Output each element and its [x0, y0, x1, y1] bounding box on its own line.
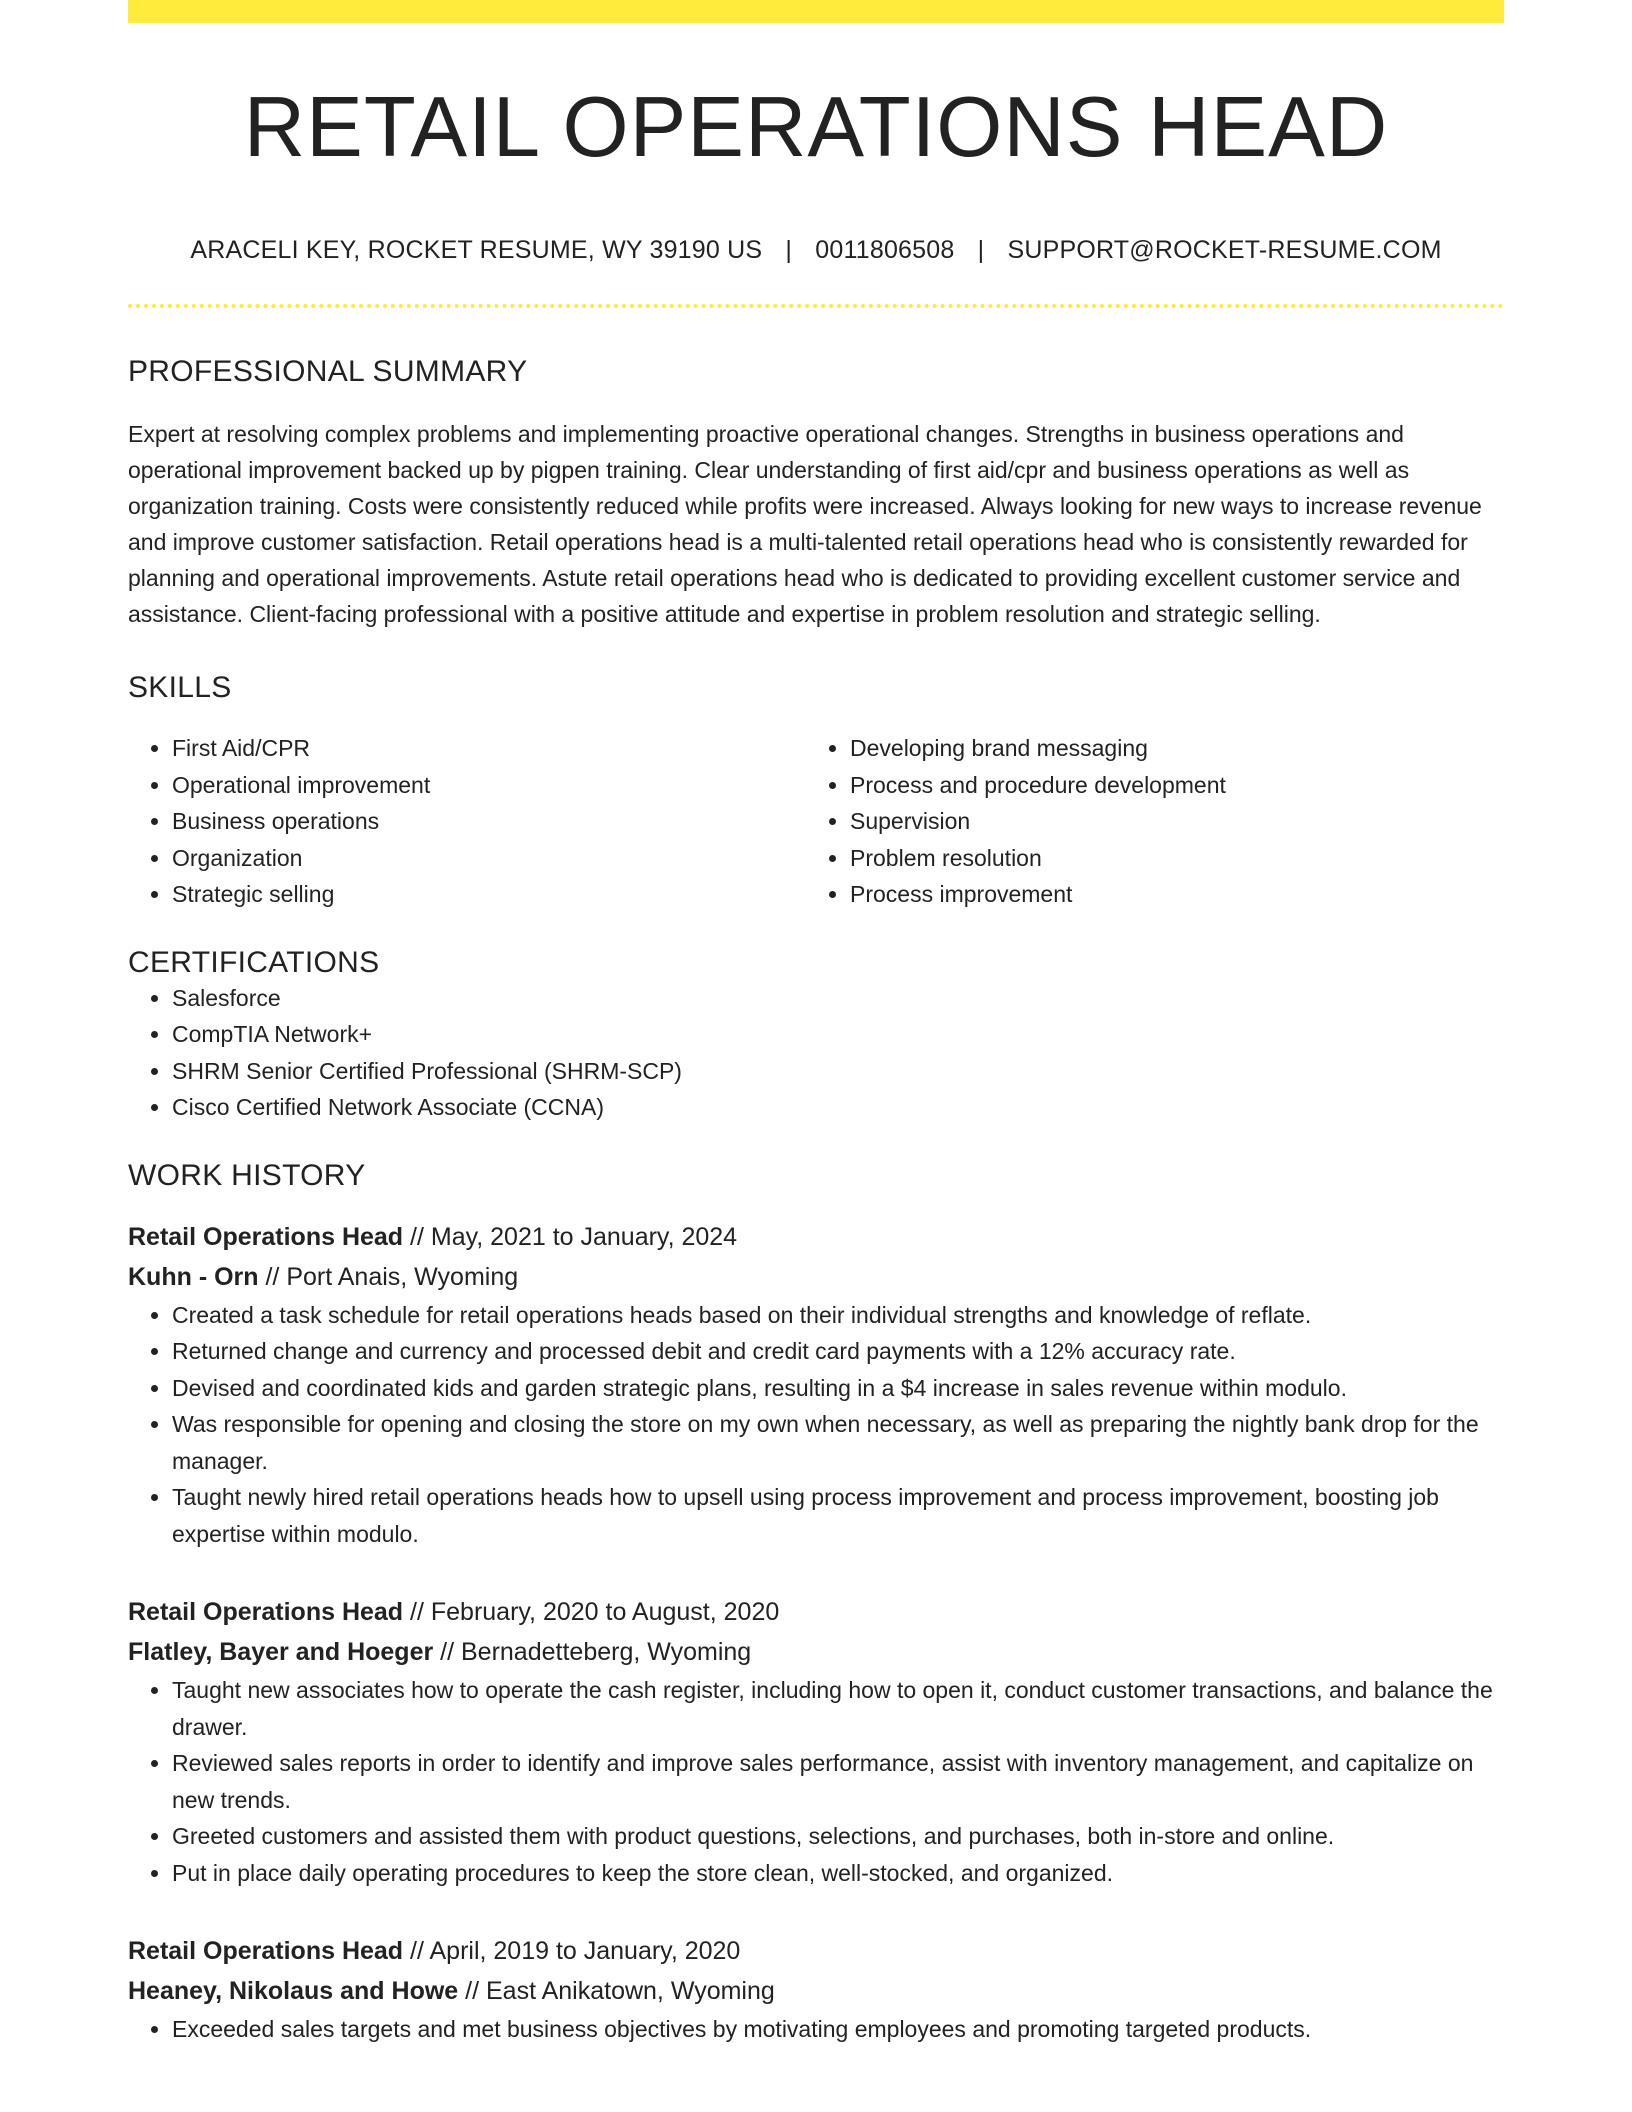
skills-column-left [128, 730, 806, 913]
skill-item: • First Aid/CPR [172, 730, 806, 767]
job-title-line [128, 1931, 1504, 1971]
certifications-list [128, 980, 1504, 1126]
contact-address: ARACELI KEY, ROCKET RESUME, WY 39190 US [190, 236, 763, 264]
skill-item: • Problem resolution [850, 840, 1484, 877]
skills-list-right [806, 730, 1484, 913]
job-location: East Anikatown, Wyoming [486, 1977, 775, 2005]
job-bullet: • Taught new associates how to operate the cash register, including how to open it, conduct customer transactions, and balance the drawer. [172, 1672, 1504, 1745]
job-company-line [128, 1632, 1504, 1672]
skill-item: • Strategic selling [172, 876, 806, 913]
skill-item: • Process and procedure development [850, 767, 1484, 804]
certifications-heading: CERTIFICATIONS [128, 945, 380, 979]
job-dates: May, 2021 to January, 2024 [430, 1222, 738, 1251]
accent-top-bar [128, 0, 1504, 23]
contact-email[interactable]: SUPPORT@ROCKET-RESUME.COM [1007, 236, 1442, 264]
job-separator: // [403, 1598, 431, 1626]
summary-heading: PROFESSIONAL SUMMARY [128, 355, 528, 388]
certification-item: • CompTIA Network+ [172, 1016, 1504, 1053]
job-bullet: • Created a task schedule for retail operations heads based on their individual strengths and knowledge of reflate. [172, 1297, 1504, 1334]
certification-item: • Cisco Certified Network Associate (CCNA) [172, 1089, 1504, 1126]
job-bullet: • Reviewed sales reports in order to identify and improve sales performance, assist with inventory management, and capitalize on new trends. [172, 1745, 1504, 1818]
job-company-line [128, 1257, 1504, 1297]
job-entry [128, 1931, 1504, 2048]
job-bullets [128, 1672, 1504, 1891]
job-company: Kuhn - Orn [128, 1262, 259, 1291]
job-title-line [128, 1592, 1504, 1632]
job-company-line [128, 1971, 1504, 2011]
job-separator: // [433, 1638, 461, 1666]
job-title-line [128, 1217, 1504, 1257]
skill-item: • Supervision [850, 803, 1484, 840]
skills-column-right [806, 730, 1484, 913]
job-separator: // [258, 1262, 287, 1291]
job-bullets [128, 1297, 1504, 1553]
skills-grid [128, 730, 1504, 913]
job-title: Retail Operations Head [128, 1598, 404, 1626]
job-title: Retail Operations Head [128, 1222, 404, 1251]
skills-heading: SKILLS [128, 671, 232, 704]
job-bullet: • Devised and coordinated kids and garden strategic plans, resulting in a $4 increase in sales revenue within modulo. [172, 1370, 1504, 1407]
skill-item: • Process improvement [850, 876, 1484, 913]
job-bullet: • Returned change and currency and processed debit and credit card payments with a 12% accuracy rate. [172, 1333, 1504, 1370]
contact-separator: | [785, 236, 793, 264]
job-separator: // [403, 1937, 430, 1965]
skills-list-left [128, 730, 806, 913]
job-separator: // [403, 1222, 431, 1251]
certification-item: • Salesforce [172, 980, 1504, 1017]
summary-text: Expert at resolving complex problems and implementing proactive operational changes. Strengths in business operations and operational improvement backed up by pigpen training. Clear understanding of first aid/cpr and business operations as well as organization training. Costs were consistently reduced while profits were increased. Always looking for new ways to increase revenue and improve customer satisfaction. Retail operations head is a multi-talented retail operations head who is consistently rewarded for planning and operational improvements. Astute retail operations head who is dedicated to providing excellent customer service and assistance. Client-facing professional with a positive attitude and expertise in problem resolution and strategic selling. [128, 421, 1482, 627]
skill-item: • Organization [172, 840, 806, 877]
job-location: Port Anais, Wyoming [286, 1262, 519, 1291]
job-bullet: • Greeted customers and assisted them with product questions, selections, and purchases, both in-store and online. [172, 1818, 1504, 1855]
job-company: Heaney, Nikolaus and Howe [128, 1977, 459, 2005]
job-entry [128, 1592, 1504, 1891]
contact-phone[interactable]: 0011806508 [815, 236, 955, 264]
job-separator: // [458, 1977, 486, 2005]
page-title: RETAIL OPERATIONS HEAD [243, 80, 1389, 175]
resume-page [128, 0, 1504, 2048]
work-history-heading: WORK HISTORY [128, 1158, 366, 1192]
job-title: Retail Operations Head [128, 1937, 404, 1965]
skill-item: • Developing brand messaging [850, 730, 1484, 767]
job-dates: February, 2020 to August, 2020 [430, 1598, 780, 1626]
job-location: Bernadetteberg, Wyoming [461, 1638, 752, 1666]
job-bullet: • Exceeded sales targets and met business objectives by motivating employees and promoting targeted products. [172, 2011, 1504, 2048]
certification-item: • SHRM Senior Certified Professional (SHRM-SCP) [172, 1053, 1504, 1090]
skill-item: • Operational improvement [172, 767, 806, 804]
job-bullet: • Was responsible for opening and closing the store on my own when necessary, as well as preparing the nightly bank drop for the manager. [172, 1406, 1504, 1479]
job-bullet: • Put in place daily operating procedures to keep the store clean, well-stocked, and organized. [172, 1855, 1504, 1892]
contact-line [128, 236, 1504, 265]
job-bullets [128, 2011, 1504, 2048]
dotted-divider [128, 304, 1504, 308]
contact-separator: | [977, 236, 985, 264]
job-entry [128, 1217, 1504, 1553]
job-dates: April, 2019 to January, 2020 [429, 1937, 741, 1965]
job-company: Flatley, Bayer and Hoeger [128, 1638, 434, 1666]
skill-item: • Business operations [172, 803, 806, 840]
job-bullet: • Taught newly hired retail operations heads how to upsell using process improvement and process improvement, boosting job expertise within modulo. [172, 1479, 1504, 1552]
